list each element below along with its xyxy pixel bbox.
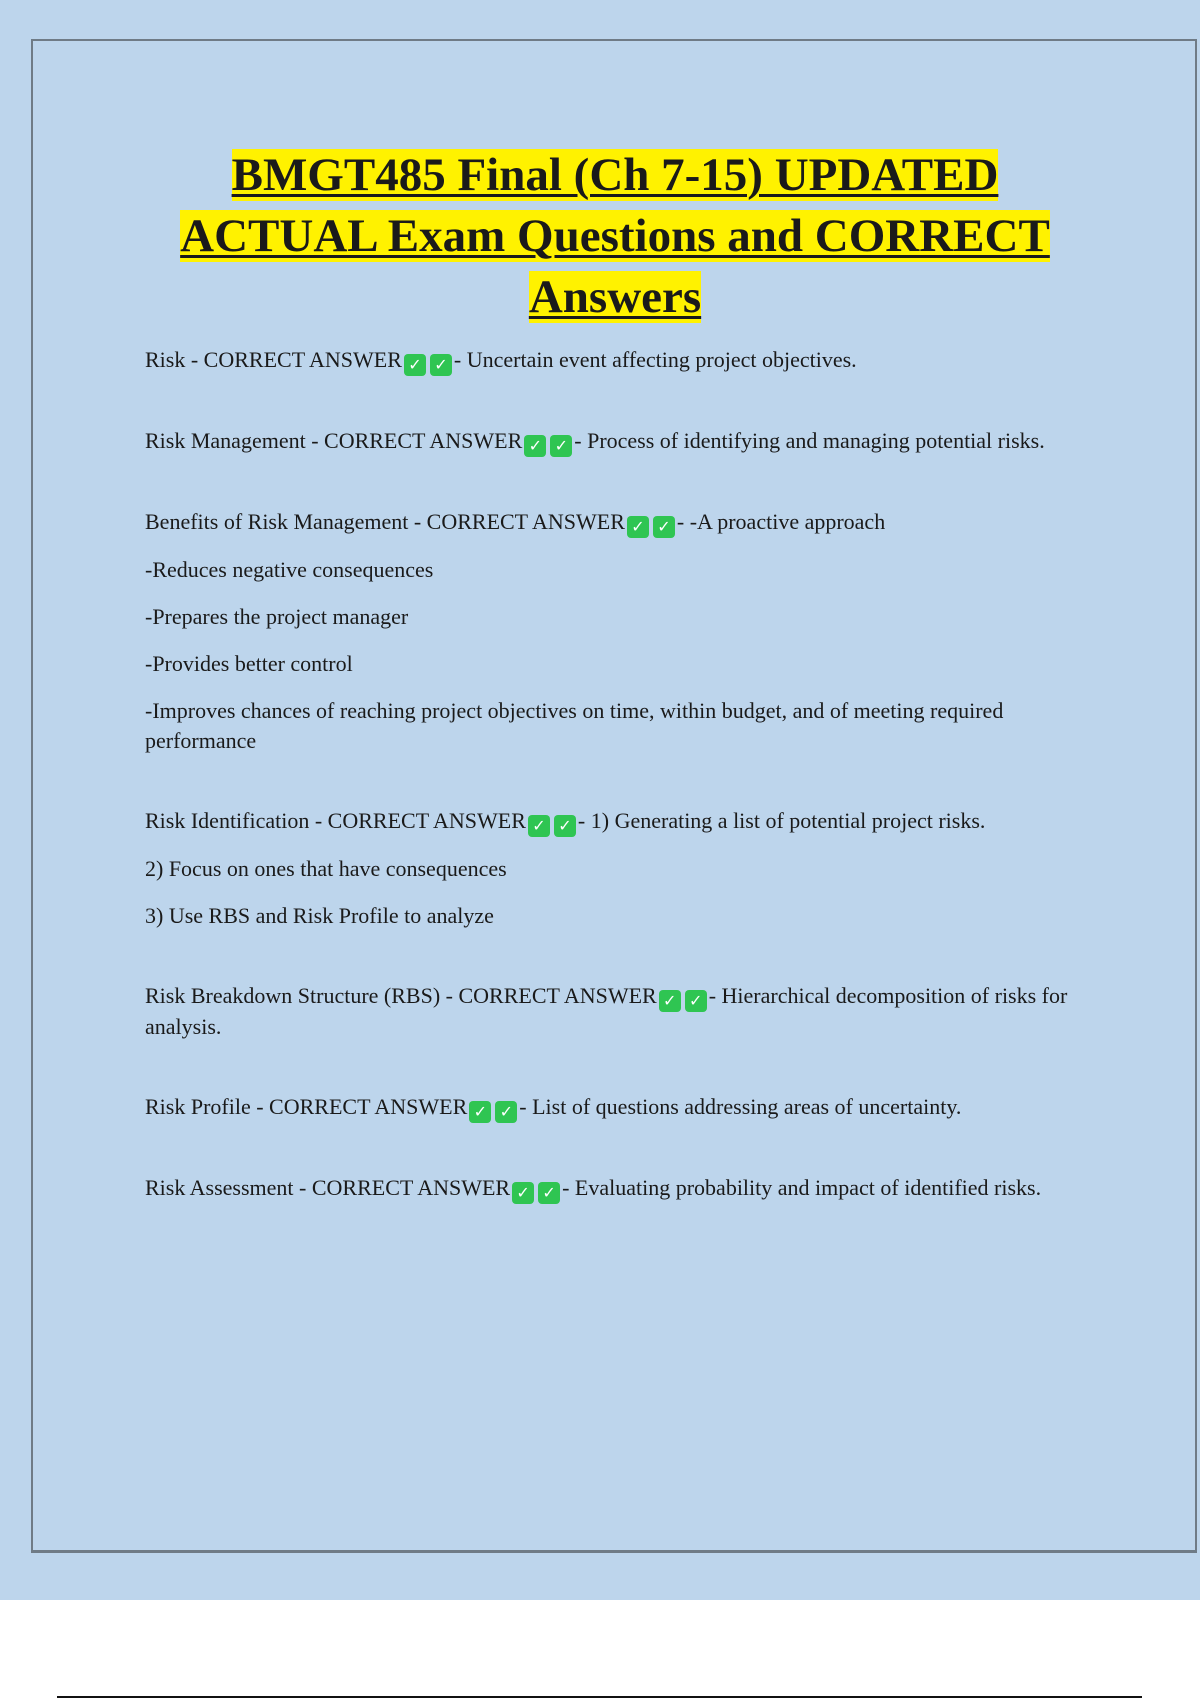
answer-text: - Process of identifying and managing potential risks. — [574, 428, 1045, 453]
answer-text: - 1) Generating a list of potential project risks. — [577, 808, 986, 833]
answer-text: - -A proactive approach — [676, 509, 886, 534]
bottom-divider — [57, 1696, 1142, 1698]
check-mark-icon: ✓ — [524, 435, 546, 457]
question-term: Risk Profile - CORRECT ANSWER — [145, 1094, 468, 1119]
check-mark-icon: ✓ — [528, 815, 550, 837]
qa-entry — [145, 345, 1095, 376]
question-term: Risk Management - CORRECT ANSWER — [145, 428, 523, 453]
qa-line — [145, 507, 1095, 538]
answer-text: - Hierarchical decomposition of risks for analysis. — [145, 983, 1068, 1039]
title-line-3: Answers — [528, 271, 702, 323]
qa-entry — [145, 426, 1095, 457]
qa-line — [145, 806, 1095, 837]
title-line-2: ACTUAL Exam Questions and CORRECT — [180, 210, 1050, 262]
check-mark-icon: ✓ — [430, 354, 452, 376]
qa-entries — [145, 345, 1095, 1221]
qa-line — [145, 1173, 1095, 1204]
answer-detail-line: -Provides better control — [145, 651, 353, 676]
answer-detail-line: 2) Focus on ones that have consequences — [145, 856, 507, 881]
answer-detail-line: -Improves chances of reaching project objectives on time, within budget, and of meeting required performance — [145, 698, 1004, 753]
answer-detail-line: -Reduces negative consequences — [145, 557, 434, 582]
question-term: Risk Breakdown Structure (RBS) - CORRECT ANSWER — [145, 983, 657, 1008]
answer-detail-line: -Prepares the project manager — [145, 604, 409, 629]
question-term: Risk Identification - CORRECT ANSWER — [145, 808, 526, 833]
check-mark-icon: ✓ — [554, 815, 576, 837]
title-line-1: BMGT485 Final (Ch 7-15) UPDATED — [231, 149, 999, 201]
qa-entry — [145, 1092, 1095, 1123]
check-mark-icon: ✓ — [512, 1182, 534, 1204]
document-title — [60, 145, 1170, 328]
check-mark-icon: ✓ — [659, 990, 681, 1012]
check-mark-icon: ✓ — [653, 516, 675, 538]
qa-entry — [145, 507, 1095, 756]
question-term: Risk - CORRECT ANSWER — [145, 347, 402, 372]
check-mark-icon: ✓ — [550, 435, 572, 457]
question-term: Risk Assessment - CORRECT ANSWER — [145, 1175, 511, 1200]
question-term: Benefits of Risk Management - CORRECT ANSWER — [145, 509, 625, 534]
qa-line — [145, 426, 1095, 457]
qa-line — [145, 345, 1095, 376]
qa-line — [145, 981, 1095, 1042]
qa-line — [145, 1092, 1095, 1123]
qa-entry — [145, 981, 1095, 1042]
answer-text: - Uncertain event affecting project objectives. — [453, 347, 857, 372]
check-mark-icon: ✓ — [538, 1182, 560, 1204]
qa-entry — [145, 1173, 1095, 1204]
answer-text: - Evaluating probability and impact of identified risks. — [562, 1175, 1042, 1200]
qa-entry — [145, 806, 1095, 931]
answer-text: - List of questions addressing areas of uncertainty. — [519, 1094, 962, 1119]
check-mark-icon: ✓ — [685, 990, 707, 1012]
check-mark-icon: ✓ — [404, 354, 426, 376]
answer-detail-line: 3) Use RBS and Risk Profile to analyze — [145, 903, 494, 928]
check-mark-icon: ✓ — [495, 1101, 517, 1123]
check-mark-icon: ✓ — [627, 516, 649, 538]
check-mark-icon: ✓ — [469, 1101, 491, 1123]
